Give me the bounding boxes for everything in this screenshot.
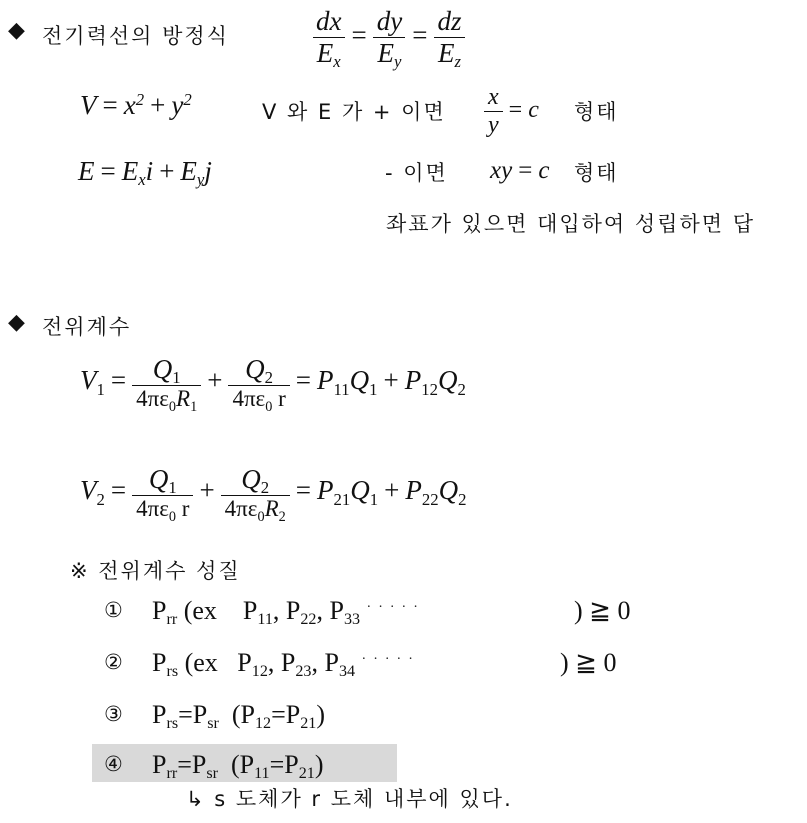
ratio-equation: $\frac{x}{y}$ = c: [484, 84, 539, 139]
item-2-formula: Prs (ex P12, P23, P34 ·····: [152, 648, 420, 681]
note-negative-suffix: 형태: [574, 161, 619, 185]
item-1-formula: Prr (ex P11, P22, P33 ·····: [152, 596, 425, 629]
diamond-bullet-icon: ◆: [8, 310, 25, 335]
field-line-equation: $\frac{dx}{Ex}$ = $\frac{dy}{Ey}$ = $\frac{dz}{Ez}$: [312, 6, 465, 69]
note-negative-prefix: - 이면: [385, 161, 448, 185]
v1-equation: V1 = $\frac{Q1}{4\pi\varepsilon 0R1}$ + $\frac{Q2}{4\pi\varepsilon 0 r}$ = P11Q1 + P12Q2: [80, 354, 466, 415]
item-marker-3: ③: [104, 702, 125, 726]
item-marker-2: ②: [104, 650, 125, 674]
note-coordinates: 좌표가 있으면 대입하여 성립하면 답: [386, 212, 755, 236]
field-vector-equation: E = Exi + Eyj: [78, 156, 212, 190]
product-equation: xy = c: [490, 157, 550, 184]
item-marker-1: ①: [104, 598, 125, 622]
item-marker-4: ④: [104, 752, 125, 776]
item-4-formula: Prr=Psr (P11=P21): [152, 750, 324, 783]
item-1-rhs: ) ≧ 0: [574, 596, 631, 625]
note-positive-prefix: V 와 E 가 + 이면: [262, 100, 446, 124]
diamond-bullet-icon: ◆: [8, 18, 25, 43]
v2-equation: V2 = $\frac{Q1}{4\pi\varepsilon 0 r}$ + $\frac{Q2}{4\pi\varepsilon 0R2}$ = P21Q1 + P22Q2: [80, 464, 467, 525]
note-positive-suffix: 형태: [574, 100, 619, 124]
potential-equation: $V = x^2 + y^2$: [80, 89, 192, 120]
item-2-rhs: ) ≧ 0: [560, 648, 617, 677]
arrow-note: ↳ s 도체가 r 도체 내부에 있다.: [186, 787, 513, 811]
section-title-field-line-equation: 전기력선의 방정식: [42, 24, 229, 48]
section-title-potential-coefficient: 전위계수: [42, 315, 132, 339]
item-3-formula: Prs=Psr (P12=P21): [152, 700, 326, 733]
properties-title: ※ 전위계수 성질: [70, 559, 241, 583]
